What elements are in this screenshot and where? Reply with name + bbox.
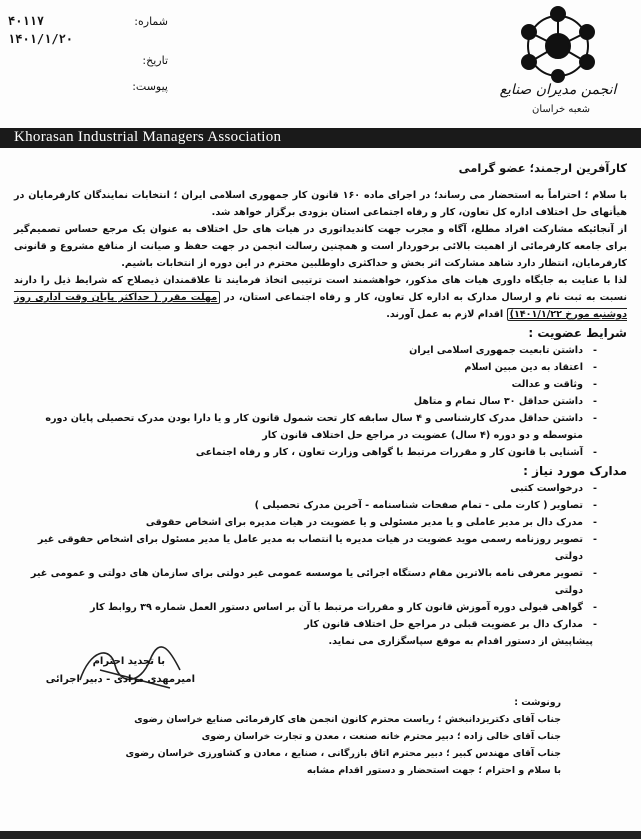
paragraph-3-start: لذا با عنایت به جایگاه داوری هیات های مذکور، خواهشمند است ترتیبی اتخاذ فرمایند تا علاقمندان ذیصلاح که شرایط ذیل را دارند نسبت به ثبت نام و ارسال مدارک به اداره کل تعاون، کار و رفاه اجتماعی استان، در	[14, 275, 628, 303]
paragraph-1: با سلام ؛ احتراماً به استحضار می رساند؛ در اجرای ماده ۱۶۰ قانون کار جمهوری اسلامی ایران ؛ انتخابات نمایندگان کارفرمایان در هیأتهای حل اختلاف اداره کل تعاون، کار و رفاه اجتماعی استان بزودی برگزار خواهد شد.	[14, 190, 628, 218]
conditions-title: شرایط عضویت :	[528, 326, 627, 340]
list-item: - گواهی قبولی دوره آموزش قانون کار و مقررات مرتبط با آن بر اساس دستور العمل شماره ۳۹ روابط کار	[14, 599, 597, 616]
paragraph-3-end: اقدام لازم به عمل آورند.	[386, 309, 507, 320]
list-item: - داشتن حداقل مدرک کارشناسی و ۴ سال سابقه کار تحت شمول قانون کار و یا دارا بودن مدرک تحصیلی پایان دوره متوسطه و دو دوره (۴ سال) عضویت در مراجع حل اختلاف قانون کار	[14, 410, 597, 444]
letter-body	[14, 150, 627, 650]
logo-name: انجمن مدیران صنایع	[499, 82, 617, 98]
closing-line: پیشاپیش از دستور اقدام به موقع سپاسگزاری می نماید.	[328, 636, 593, 647]
cc-item: جناب آقای مهندس کبیر ؛ دبیر محترم اتاق بازرگانی ، صنایع ، معادن و کشاورزی خراسان رضوی	[125, 748, 561, 759]
cc-item: جناب آقای دکتریزدانبخش ؛ ریاست محترم کانون انجمن های کارفرمائی صنایع خراسان رضوی	[134, 714, 561, 725]
attachment-row	[8, 80, 168, 106]
number-label: شماره:	[134, 15, 168, 28]
list-item: - تصاویر ( کارت ملی - تمام صفحات شناسنامه - آخرین مدرک تحصیلی )	[14, 497, 597, 514]
conditions-list	[14, 342, 627, 461]
footer-band	[0, 831, 641, 839]
date-label: تاریخ:	[142, 54, 168, 67]
list-item: - داشتن حداقل ۳۰ سال تمام و متاهل	[14, 393, 597, 410]
cc-item: با سلام و احترام ؛ جهت استحضار و دستور اقدام مشابه	[306, 765, 561, 776]
header-band	[0, 128, 641, 148]
signer-name: امیرمهدی مرادی - دبیر اجرائی	[45, 674, 195, 685]
list-item: - مدارک دال بر عضویت قبلی در مراجع حل اختلاف قانون کار	[14, 616, 597, 633]
list-item: - درخواست کتبی	[14, 480, 597, 497]
cc-title: رونوشت :	[514, 697, 561, 708]
documents-list	[14, 480, 627, 633]
list-item: - وثاقت و عدالت	[14, 376, 597, 393]
list-item: - داشتن تابعیت جمهوری اسلامی ایران	[14, 342, 597, 359]
list-item: - تصویر روزنامه رسمی موید عضویت در هیات مدیره یا انتصاب به مدیر عامل یا مدیر مسئول برای اشخاص حقوقی غیر دولتی	[14, 531, 597, 565]
list-item: - تصویر معرفی نامه بالاترین مقام دستگاه اجرائی یا موسسه عمومی غیر دولتی برای سازمان های دولتی و عمومی غیر دولتی	[14, 565, 597, 599]
cc-section	[101, 694, 561, 779]
list-item: - اعتقاد به دین مبین اسلام	[14, 359, 597, 376]
date-label-row	[8, 54, 168, 80]
handwritten-signature-icon	[20, 640, 220, 700]
cc-item: جناب آقای خالی زاده ؛ دبیر محترم خانه صنعت ، معدن و تجارت خراسان رضوی	[201, 731, 561, 742]
number-value: ۴۰۱۱۷	[8, 14, 45, 28]
documents-title: مدارک مورد نیاز :	[523, 464, 627, 478]
deadline-text: مهلت مقرر ( حداکثر پایان وقت اداری روز دوشنبه مورخ ۱۴۰۱/۱/۲۲)	[14, 292, 627, 320]
salutation: کارآفرین ارجمند؛ عضو گرامی	[458, 161, 627, 175]
logo-subtitle: شعبه خراسان	[531, 104, 590, 115]
letter-meta	[8, 14, 168, 106]
date-value: ۱۴۰۱/۱/۲۰	[8, 32, 74, 46]
association-title: Khorasan Industrial Managers Association	[14, 129, 282, 145]
paragraph-3	[14, 272, 627, 323]
paragraph-2: از آنجائیکه مشارکت افراد مطلع، آگاه و مجرب جهت کاندیداتوری در هیات های حل اختلاف به عنوان یک مرجع حساس تصمیم‌گیر برای جامعه کارفرمائی از اهمیت بالائی برخوردار است و همچنین رسالت انجمن در جهت حفظ و صیانت از منافع مشروع و قانونی کارفرمایان، انتظار دارد شاهد مشارکت اثر بخش و حداکثری داوطلبین محترم در این دوره از انتخابات باشیم.	[14, 224, 627, 269]
regards-text: با تجدید احترام	[92, 656, 165, 667]
list-item: - آشنایی با قانون کار و مقررات مرتبط با گواهی وزارت تعاون ، کار و رفاه اجتماعی	[14, 444, 597, 461]
attachment-label: پیوست:	[132, 80, 168, 93]
list-item: - مدرک دال بر مدیر عاملی و یا مدیر مسئولی و یا عضویت در هیات مدیره برای اشخاص حقوقی	[14, 514, 597, 531]
